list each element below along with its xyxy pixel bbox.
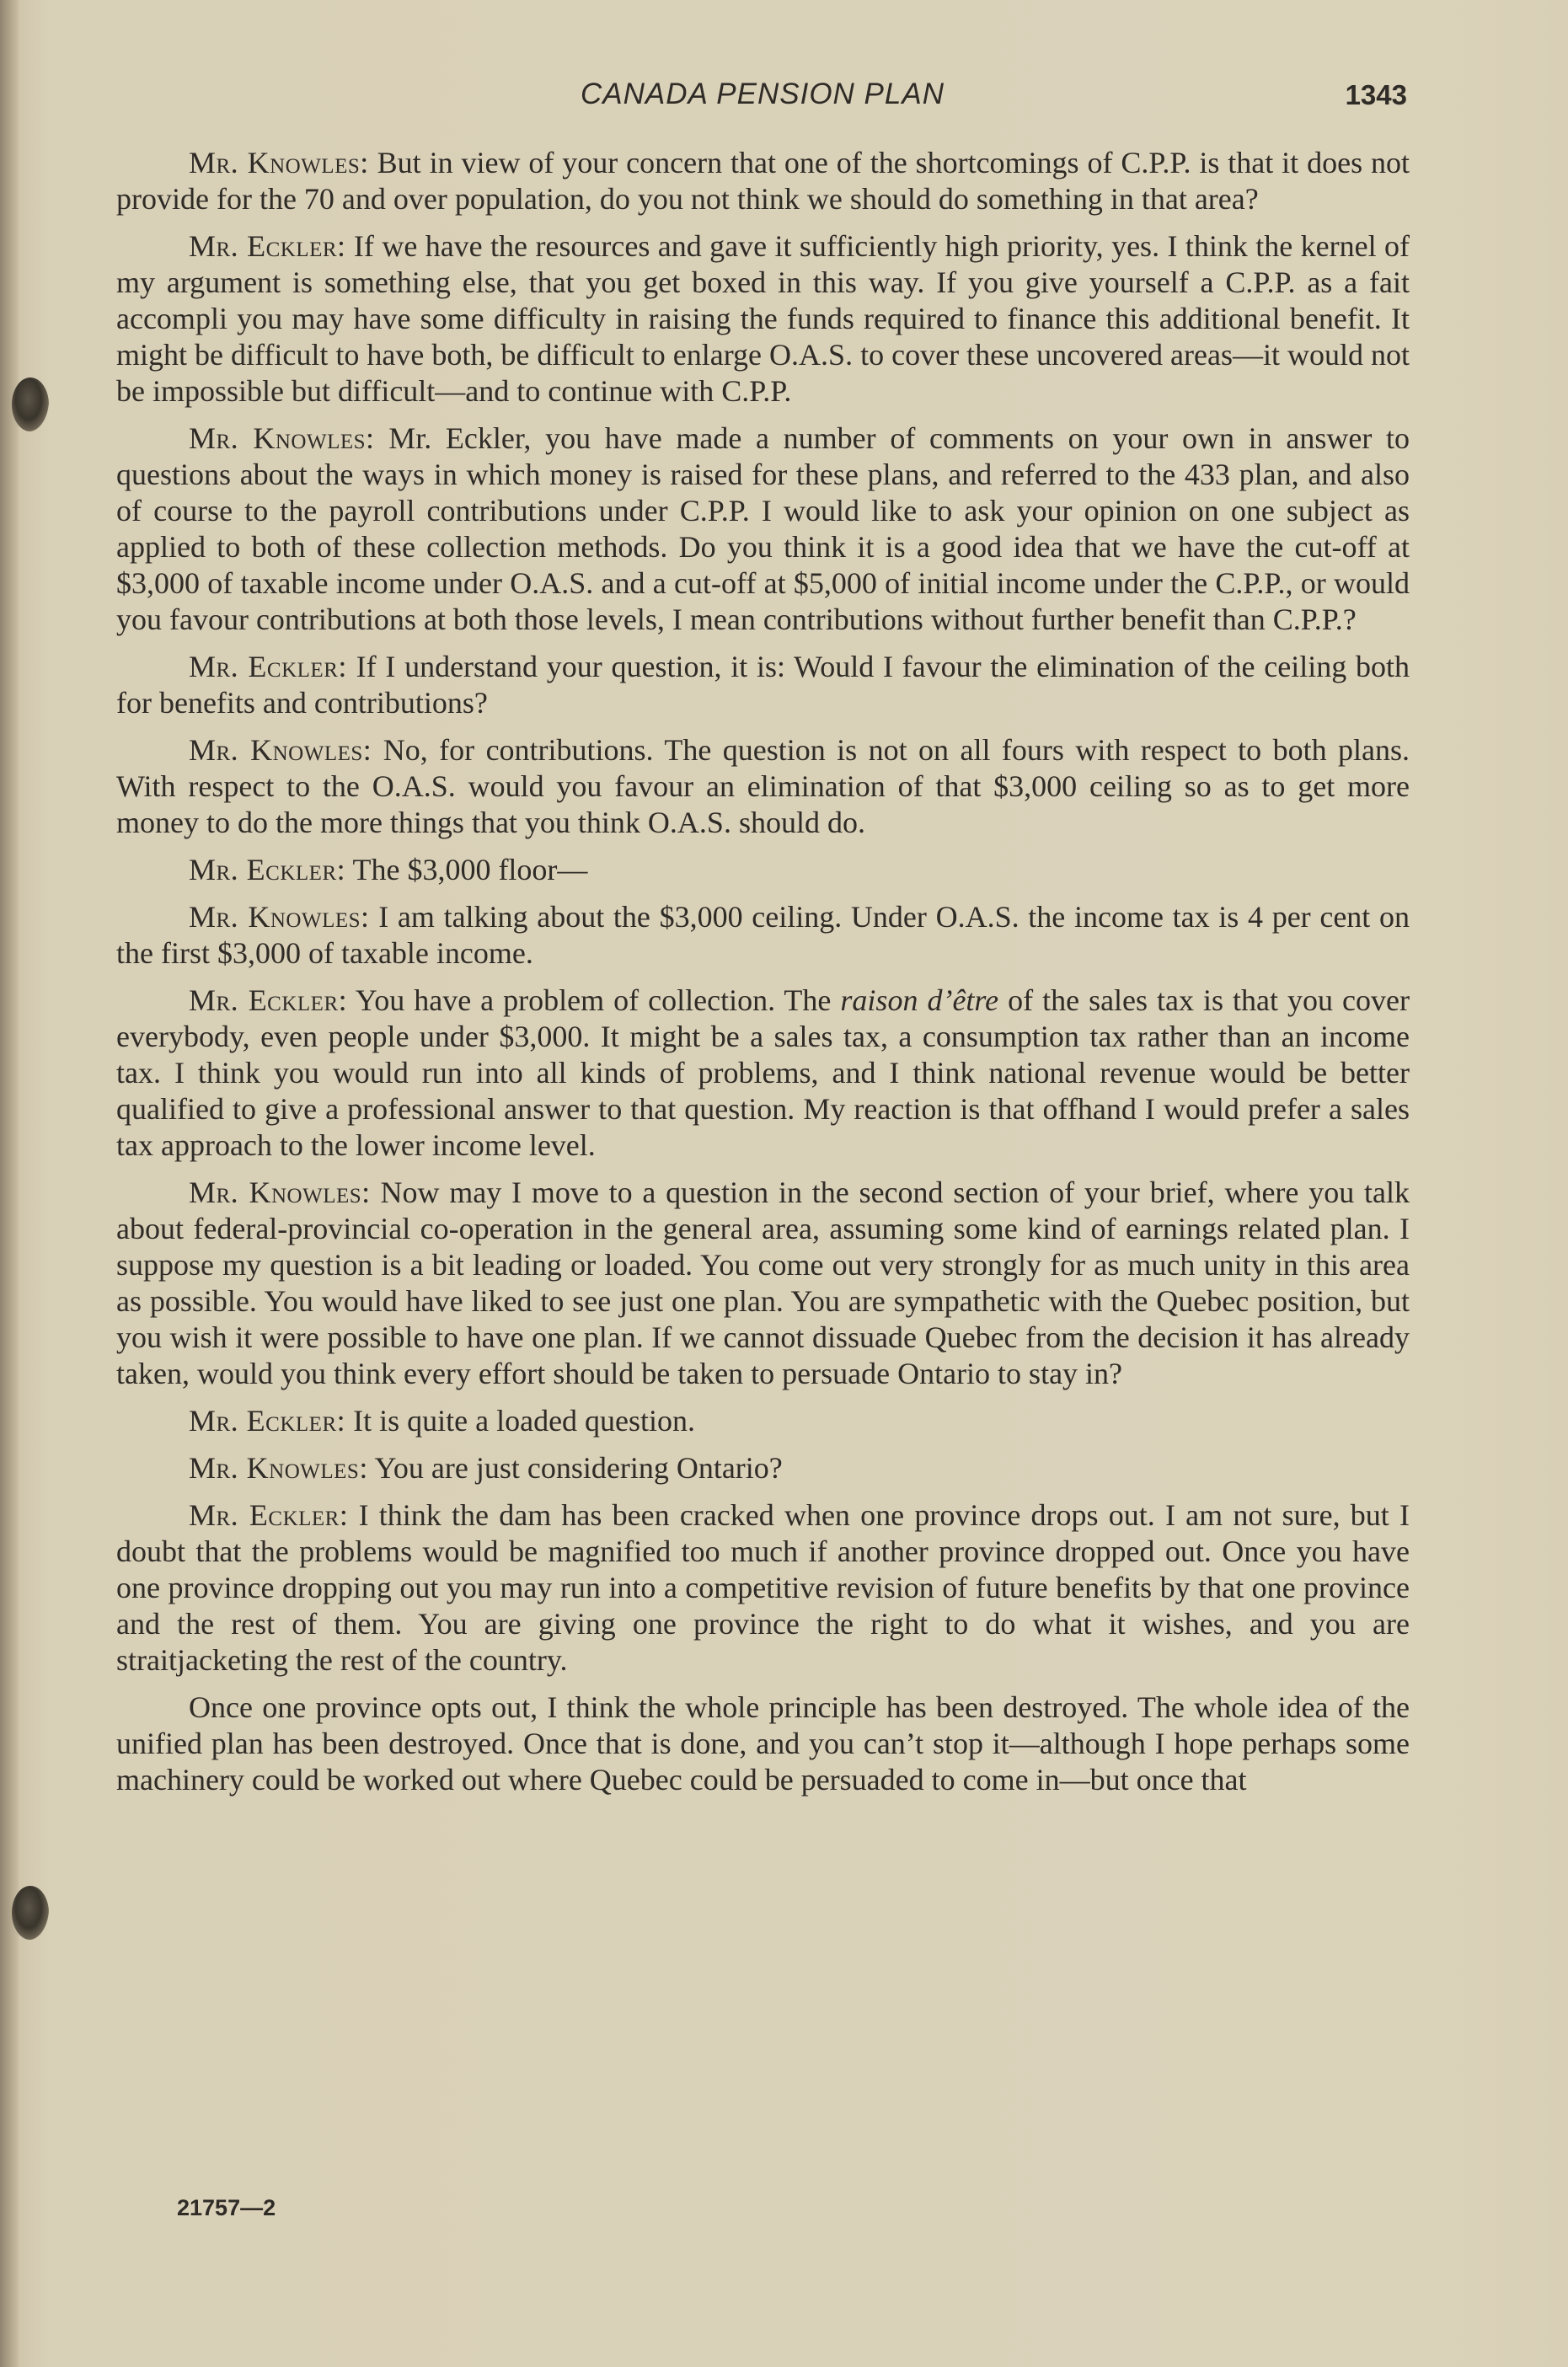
paragraph — [116, 1497, 1410, 1679]
punch-hole-top — [12, 378, 49, 431]
page-number: 1343 — [1345, 79, 1407, 110]
paragraph-text: I think the dam has been cracked when one province drops out. I am not sure, but I doubt that the problems would be magnified too much if another province dropped out. Once you have one province dropping out you may run into a competitive revision of future benefits by that one province and the rest of them. You are giving one province the right to do what it wishes, and you are straitjacketing the rest of the country. — [116, 1498, 1410, 1677]
speaker-label: Mr. Eckler: — [189, 1404, 346, 1438]
signature-mark: 21757—2 — [177, 2195, 276, 2220]
paragraph-text: Mr. Eckler, you have made a number of comments on your own in answer to questions about the ways in which money is raised for these plans, and referred to the 433 plan, and also of course to the payroll contributions under C.P.P. I would like to ask your opinion on one subject as applied to both of these collection methods. Do you think it is a good idea that we have the cut-off at $3,000 of taxable income under O.A.S. and a cut-off at $5,000 of initial income under the C.P.P., or would you favour contributions at both those levels, I mean contributions without further benefit than C.P.P.? — [116, 421, 1410, 636]
speaker-label: Mr. Knowles: — [189, 900, 370, 934]
speaker-label: Mr. Knowles: — [189, 733, 372, 767]
punch-hole-bottom — [12, 1886, 49, 1940]
transcript-body — [116, 145, 1410, 1809]
paragraph-text: of the sales tax is that you cover everybody, even people under $3,000. It might be a sales tax, a consumption tax rather than an income tax. I think you would run into all kinds of problems, and I think national revenue would be better qualified to give a professional answer to that question. My reaction is that offhand I would prefer a sales tax approach to the lower income level. — [116, 983, 1410, 1162]
paragraph-text: But in view of your concern that one of the shortcomings of C.P.P. is that it does not provide for the 70 and over population, do you not think we should do something in that area? — [116, 146, 1410, 216]
binding-edge — [0, 0, 19, 2367]
paragraph-text: It is quite a loaded question. — [345, 1404, 696, 1438]
paragraph — [116, 852, 1410, 888]
speaker-label: Mr. Knowles: — [189, 421, 375, 455]
speaker-label: Mr. Eckler: — [189, 1498, 349, 1532]
paragraph-text: Now may I move to a question in the second section of your brief, where you talk about federal-provincial co-operation in the general area, assuming some kind of earnings related plan. I suppose my question is a bit leading or loaded. You come out very strongly for as much unity in this area as possible. You would have liked to see just one plan. You are sympathetic with the Quebec position, but you wish it were possible to have one plan. If we cannot dissuade Quebec from the decision it has already taken, would you think every effort should be taken to persuade Ontario to stay in? — [116, 1175, 1410, 1390]
paragraph-text: The $3,000 floor— — [345, 853, 588, 886]
paragraph-text: You are just considering Ontario? — [367, 1451, 783, 1485]
paragraph-text: I am talking about the $3,000 ceiling. Under O.A.S. the income tax is 4 per cent on the first $3,000 of taxable income. — [116, 900, 1410, 970]
speaker-label: Mr. Knowles: — [189, 1175, 371, 1209]
paragraph — [116, 1175, 1410, 1392]
italic-phrase: raison d’être — [840, 983, 999, 1017]
paragraph — [116, 1403, 1410, 1439]
paragraph-text: If we have the resources and gave it sufficiently high priority, yes. I think the kernel of my argument is something else, that you get boxed in this way. If you give yourself a C.P.P. as a fait accompli you may have some difficulty in raising the funds required to finance this additional benefit. It might be difficult to have both, be difficult to enlarge O.A.S. to cover these uncovered areas—it would not be impossible but difficult—and to continue with C.P.P. — [116, 229, 1410, 408]
paragraph — [116, 1690, 1410, 1798]
running-title: CANADA PENSION PLAN — [581, 78, 945, 110]
speaker-label: Mr. Eckler: — [189, 229, 346, 263]
paragraph — [116, 1450, 1410, 1486]
paragraph-text: You have a problem of collection. The — [347, 983, 841, 1017]
paragraph — [116, 649, 1410, 721]
speaker-label: Mr. Eckler: — [189, 650, 347, 683]
speaker-label: Mr. Knowles: — [189, 1451, 368, 1485]
paragraph — [116, 145, 1410, 217]
paragraph-text: If I understand your question, it is: Would I favour the elimination of the ceiling both for benefits and contributions? — [116, 650, 1410, 720]
paragraph — [116, 899, 1410, 972]
paragraph-text: No, for contributions. The question is not on all fours with respect to both plans. With respect to the O.A.S. would you favour an elimination of that $3,000 ceiling so as to get more money to do the more things that you think O.A.S. should do. — [116, 733, 1410, 839]
paragraph — [116, 983, 1410, 1164]
paragraph — [116, 732, 1410, 841]
paragraph-text: Once one province opts out, I think the whole principle has been destroyed. The whole idea of the unified plan has been destroyed. Once that is done, and you can’t stop it—although I hope perhaps some machinery could be worked out where Quebec could be persuaded to come in—but once that — [116, 1690, 1410, 1797]
paragraph — [116, 228, 1410, 410]
paragraph — [116, 420, 1410, 638]
speaker-label: Mr. Eckler: — [189, 853, 346, 886]
speaker-label: Mr. Eckler: — [189, 983, 348, 1017]
page-header — [118, 78, 1407, 120]
speaker-label: Mr. Knowles: — [189, 146, 369, 179]
